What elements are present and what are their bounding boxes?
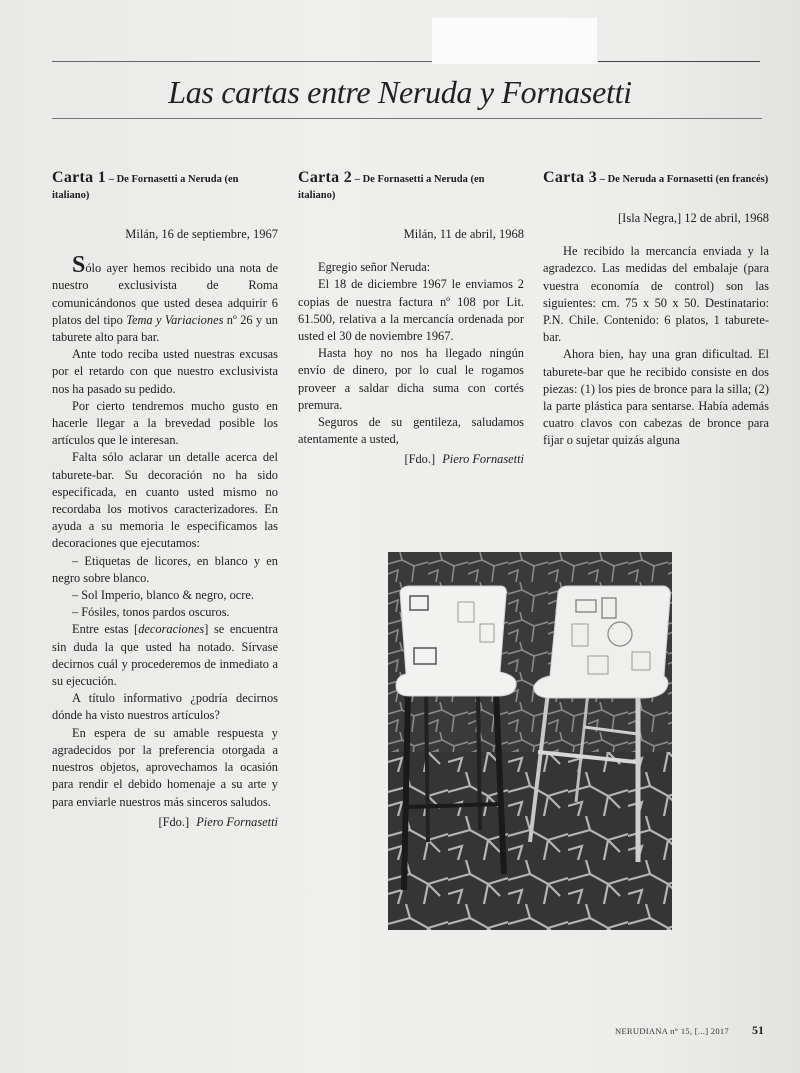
paragraph [52, 621, 278, 690]
article-title: Las cartas entre Neruda y Fornasetti [168, 74, 632, 110]
paragraph: Por cierto tendremos mucho gusto en hacerle llegar a la brevedad posible los artículos que le interesan. [52, 398, 278, 448]
letter-subtitle: – De Fornasetti a Neruda (en italiano) [52, 174, 239, 201]
letter-3 [543, 170, 769, 450]
paragraph-text: nº 26 y un taburete alto para bar. [52, 312, 278, 345]
letter-number: Carta 1 [52, 169, 107, 186]
letter-heading [298, 170, 524, 204]
page-number: 51 [752, 1023, 764, 1037]
paragraph: He recibido la mercancía enviada y la agradezco. Las medidas del embalaje (para vuestra economía de control) son las siguientes: cm. 75 x 50 x 50. Destinatario: P.N. Chile. Contenido: 6 platos, 1 taburete-bar. [543, 244, 769, 345]
italic-word: decoraciones [138, 622, 205, 637]
letter-1 [52, 170, 278, 831]
paragraph [52, 252, 278, 346]
drop-cap: S [72, 252, 86, 279]
letter-subtitle: – De Fornasetti a Neruda (en italiano) [298, 174, 485, 201]
place-date: Milán, 16 de septiembre, 1967 [125, 227, 278, 241]
paragraph: A título informativo ¿podría decirnos dónde ha visto nuestros artículos? [52, 691, 278, 723]
letter-heading [52, 170, 278, 204]
photo-illustration [388, 552, 672, 930]
paragraph: El 18 de diciembre 1967 le enviamos 2 copias de nuestra factura nº 108 por Lit. 61.500, relativa a la mercancía ordenada por usted el 30 de noviembre 1967. [298, 277, 524, 344]
signature-name: Piero Fornasetti [442, 452, 524, 467]
letter-number: Carta 3 [543, 169, 598, 186]
paragraph-text: ólo ayer hemos recibido una nota de nuestro exclusivista de Roma comunicándonos que usted desea adquirir 6 platos del tipo [52, 261, 278, 327]
letter-2 [298, 170, 524, 469]
paragraph-text: ] se encuentra sin duda la que usted ha notado. Sírvase decirnos cuál y procederemos de inmediato a su ejecución. [52, 622, 278, 689]
signature-prefix: [Fdo.] [158, 814, 190, 829]
paragraph-text: Entre estas [ [72, 622, 139, 637]
letter-heading [543, 170, 769, 188]
letter-number: Carta 2 [298, 169, 353, 186]
signature [52, 814, 278, 831]
paragraph: Falta sólo aclarar un detalle acerca del taburete-bar. Su decoración no ha sido especificada, en cuanto usted mismo no recordaba los motivos caracterizadores. En ayuda a su memoria le especificamos las decoraciones que ejecutamos: [52, 450, 278, 551]
paragraph: Seguros de su gentileza, saludamos atentamente a usted, [298, 415, 524, 447]
list-item: – Etiquetas de licores, en blanco y en negro sobre blanco. [52, 553, 278, 585]
bar-stools-photo [388, 552, 672, 930]
salutation: Egregio señor Neruda: [318, 260, 431, 275]
title-rule [52, 118, 762, 119]
italic-title: Tema y Variaciones [126, 312, 224, 327]
blank-patch [432, 18, 597, 64]
signature [298, 451, 524, 468]
header-rule-left [52, 61, 432, 62]
list-item: – Fósiles, tonos pardos oscuros. [72, 605, 230, 620]
place-date: [Isla Negra,] 12 de abril, 1968 [618, 211, 769, 225]
letter-subtitle: – De Neruda a Fornasetti (en francés) [599, 174, 769, 185]
signature-prefix: [Fdo.] [404, 452, 436, 467]
paragraph: Ahora bien, hay una gran dificultad. El taburete-bar que he recibido consiste en dos piezas: (1) los pies de bronce para la silla; (2) la parte plástica para sentarse. Había además cuatro clavos con cabezas de bronce para fijar o sujetar quizás alguna [543, 347, 769, 448]
paragraph: Ante todo reciba usted nuestras excusas por el retardo con que nuestro exclusivista nos ha pasado su pedido. [52, 347, 278, 396]
paragraph: Hasta hoy no nos ha llegado ningún envío de dinero, por lo cual le rogamos proveer a saldar dicha suma con cortés premura. [298, 346, 524, 412]
signature-name: Piero Fornasetti [196, 814, 278, 829]
list-item: – Sol Imperio, blanco & negro, ocre. [72, 588, 255, 603]
place-date: Milán, 11 de abril, 1968 [403, 227, 524, 241]
header-rule-right [598, 61, 760, 62]
paragraph: En espera de su amable respuesta y agradecidos por la preferencia otorgada a nuestros objetos, aprovechamos la ocasión para rendir el debido homenaje a su arte y para enviarle nuestros más sinceros saludos. [52, 725, 278, 809]
left-seat [396, 586, 516, 696]
journal-footer: NERUDIANA n° 15, [...] 2017 [615, 1026, 729, 1036]
